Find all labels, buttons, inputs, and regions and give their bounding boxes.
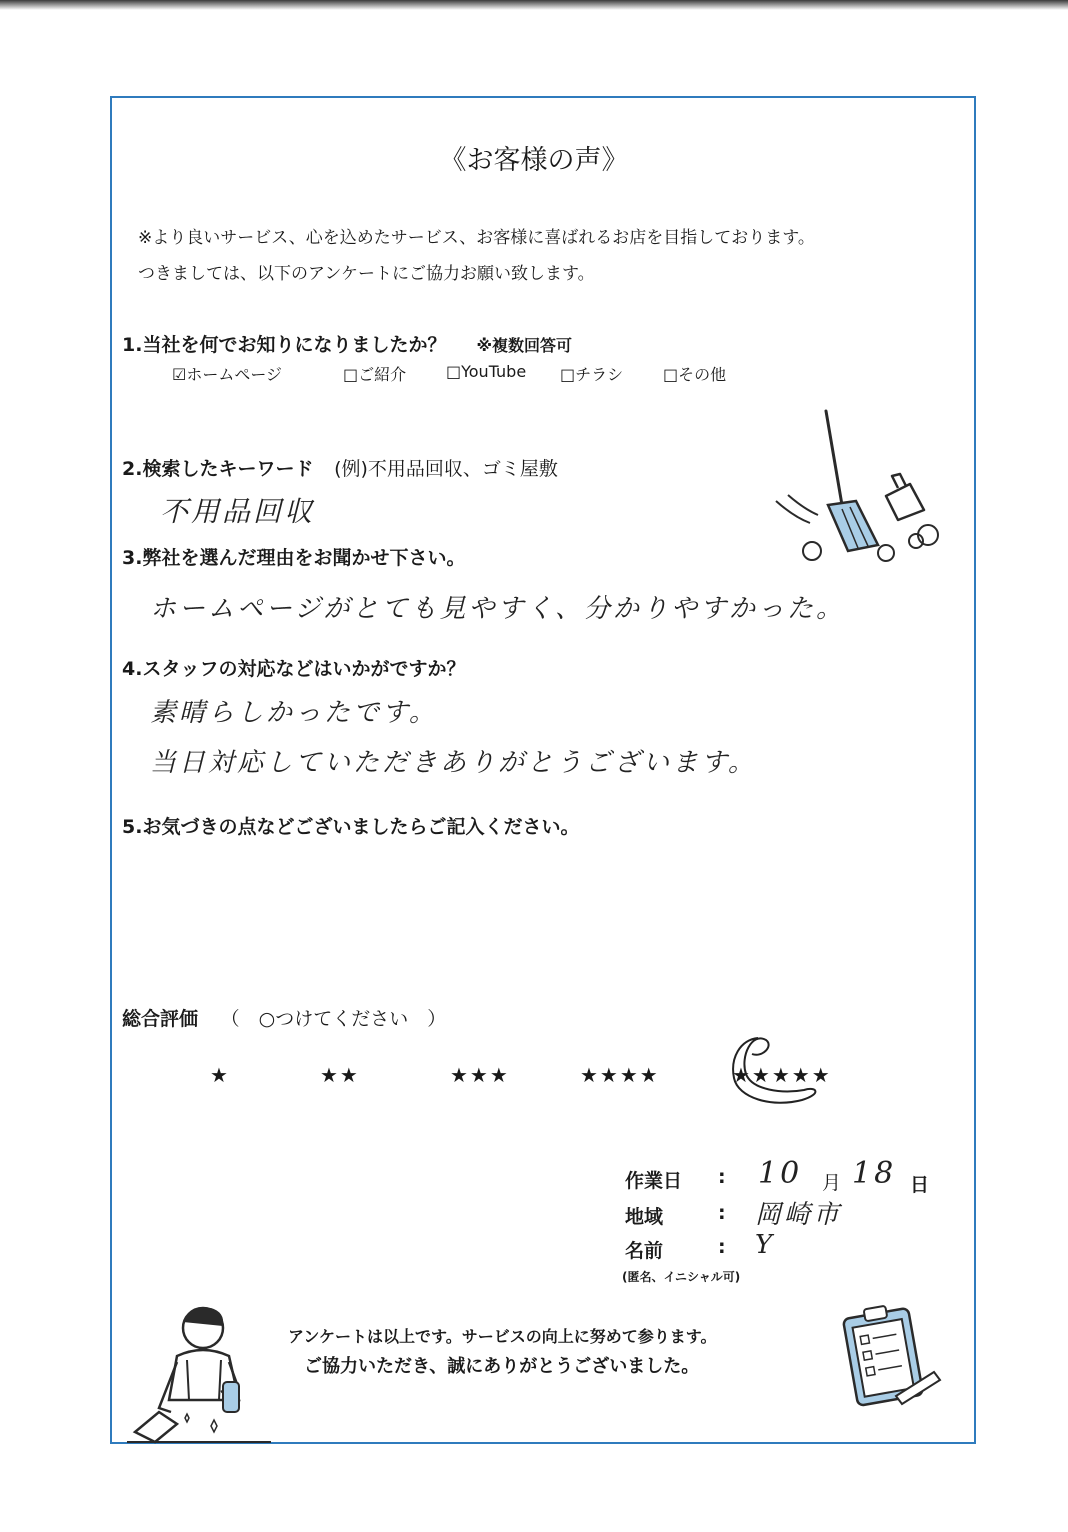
rating-option-3[interactable]: ★★★ <box>450 1063 510 1087</box>
selected-rating-circle <box>722 1028 850 1114</box>
q1-option-youtube[interactable]: □YouTube <box>446 362 527 381</box>
intro-line-2: つきましては、以下のアンケートにご協力お願い致します。 <box>138 264 595 284</box>
work-date-day: 18 <box>852 1156 897 1191</box>
q2-handwritten-answer: 不用品回収 <box>160 495 316 528</box>
q3-handwritten-answer: ホームページがとても見やすく、分かりやすかった。 <box>150 594 845 624</box>
question-1-label: 1.当社を何でお知りになりましたか？ <box>122 334 447 356</box>
area-value: 岡崎市 <box>755 1200 843 1230</box>
scan-top-edge <box>0 0 1068 10</box>
closing-line-1: アンケートは以上です。サービスの向上に努めて参ります。 <box>288 1327 717 1346</box>
q1-option-other[interactable]: □その他 <box>663 365 727 384</box>
area-colon: : <box>718 1202 726 1224</box>
month-unit: 月 <box>822 1172 842 1194</box>
rating-option-5[interactable]: ★★★★★ <box>732 1063 832 1087</box>
clipboard-checklist-icon <box>834 1300 942 1412</box>
question-5: 5.お気づきの点などございましたらご記入ください。 <box>122 816 580 838</box>
question-4: 4.スタッフの対応などはいかがですか？ <box>122 658 466 680</box>
rating-option-1[interactable]: ★ <box>210 1063 230 1087</box>
rating-instruction: （ ○つけてください ） <box>220 1008 447 1030</box>
q1-option-referral[interactable]: □ご紹介 <box>343 365 407 384</box>
page-title: 《お客様の声》 <box>439 145 629 176</box>
question-2-example: (例)不用品回収、ゴミ屋敷 <box>334 458 558 480</box>
closing-line-2: ご協力いただき、誠にありがとうございました。 <box>304 1356 700 1377</box>
q4-handwritten-line-1: 素晴らしかったです。 <box>150 698 438 728</box>
area-label: 地域 <box>625 1206 664 1228</box>
question-1 <box>122 330 572 357</box>
name-value: Y <box>755 1230 776 1260</box>
rating-option-4[interactable]: ★★★★ <box>580 1063 660 1087</box>
q1-option-flyer[interactable]: □チラシ <box>560 365 624 384</box>
cleaner-person-icon <box>125 1300 275 1445</box>
overall-rating <box>122 1004 446 1031</box>
dustpan-icon <box>876 470 934 528</box>
work-date-colon: : <box>718 1166 726 1188</box>
question-2 <box>122 454 558 481</box>
name-colon: : <box>718 1236 726 1258</box>
day-unit: 日 <box>910 1174 930 1196</box>
q4-handwritten-line-2: 当日対応していただきありがとうございます。 <box>150 748 757 778</box>
multiple-answer-note: ※複数回答可 <box>476 336 573 355</box>
q1-option-homepage[interactable]: ☑ホームページ <box>172 365 283 384</box>
question-3: 3.弊社を選んだ理由をお聞かせ下さい。 <box>122 547 466 569</box>
intro-line-1: ※より良いサービス、心を込めたサービス、お客様に喜ばれるお店を目指しております。 <box>138 228 815 248</box>
overall-rating-label: 総合評価 <box>122 1008 199 1030</box>
question-2-label: 2.検索したキーワード <box>122 458 314 480</box>
rating-option-2[interactable]: ★★ <box>320 1063 360 1087</box>
work-date-month: 10 <box>758 1156 803 1191</box>
name-note: (匿名、イニシャル可) <box>622 1270 741 1284</box>
work-date-label: 作業日 <box>625 1170 683 1192</box>
name-label: 名前 <box>625 1240 664 1262</box>
